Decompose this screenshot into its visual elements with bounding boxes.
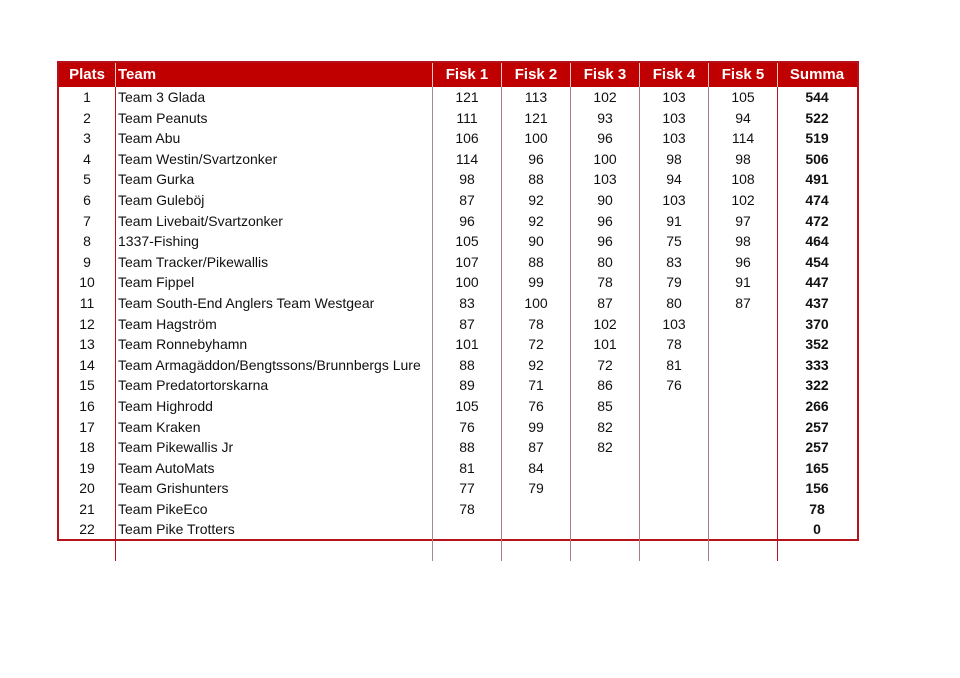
fisk-4-cell: 76 xyxy=(639,375,708,396)
empty-cell xyxy=(432,540,501,561)
summa-cell: 454 xyxy=(777,252,856,273)
fisk-4-cell xyxy=(639,478,708,499)
plats-cell: 22 xyxy=(79,521,95,538)
fisk-4-cell xyxy=(639,519,708,540)
fisk-1-cell: 78 xyxy=(432,499,501,520)
fisk-4-cell xyxy=(639,417,708,438)
plats-cell: 17 xyxy=(79,418,95,435)
team-cell: Team Predatortorskarna xyxy=(115,375,432,396)
team-cell: Team Abu xyxy=(115,128,432,149)
fisk-5-cell: 94 xyxy=(708,108,777,129)
fisk-3-cell xyxy=(570,519,639,540)
fisk-4-cell: 103 xyxy=(639,87,708,108)
fisk-5-cell: 91 xyxy=(708,272,777,293)
header-plats: Plats xyxy=(69,66,105,83)
plats-cell: 15 xyxy=(79,377,95,394)
fisk-1-cell: 106 xyxy=(432,128,501,149)
fisk-4-cell xyxy=(639,437,708,458)
team-cell: Team Armagäddon/Bengtssons/Brunnbergs Lure xyxy=(115,355,432,376)
table-row xyxy=(59,128,857,149)
table-row xyxy=(59,519,857,540)
table-row xyxy=(59,375,857,396)
fisk-1-cell: 111 xyxy=(432,108,501,129)
summa-cell: 474 xyxy=(777,190,856,211)
fisk-1-cell: 105 xyxy=(432,396,501,417)
plats-cell: 20 xyxy=(79,480,95,497)
fisk-2-cell: 88 xyxy=(501,252,570,273)
fisk-1-cell: 88 xyxy=(432,355,501,376)
team-cell: Team Tracker/Pikewallis xyxy=(115,252,432,273)
team-cell: Team Hagström xyxy=(115,314,432,335)
fisk-2-cell: 92 xyxy=(501,355,570,376)
fisk-2-cell: 90 xyxy=(501,231,570,252)
fisk-1-cell: 100 xyxy=(432,272,501,293)
fisk-3-cell: 100 xyxy=(570,149,639,170)
fisk-5-cell xyxy=(708,334,777,355)
summa-cell: 370 xyxy=(777,314,856,335)
header-fisk-5: Fisk 5 xyxy=(708,63,777,87)
summa-cell: 472 xyxy=(777,211,856,232)
fisk-1-cell: 88 xyxy=(432,437,501,458)
summa-cell: 78 xyxy=(777,499,856,520)
fisk-2-cell: 99 xyxy=(501,417,570,438)
fisk-3-cell xyxy=(570,458,639,479)
fisk-2-cell: 72 xyxy=(501,334,570,355)
fisk-5-cell xyxy=(708,499,777,520)
table-row xyxy=(59,231,857,252)
team-cell: 1337-Fishing xyxy=(115,231,432,252)
summa-cell: 0 xyxy=(777,519,856,540)
empty-cell xyxy=(59,540,115,561)
table-row xyxy=(59,169,857,190)
fisk-1-cell xyxy=(432,519,501,540)
fisk-3-cell xyxy=(570,499,639,520)
plats-cell: 1 xyxy=(83,89,91,105)
fisk-3-cell: 86 xyxy=(570,375,639,396)
empty-cell xyxy=(501,540,570,561)
fisk-1-cell: 83 xyxy=(432,293,501,314)
fisk-5-cell xyxy=(708,478,777,499)
table-row xyxy=(59,87,857,108)
fisk-2-cell: 100 xyxy=(501,128,570,149)
fisk-5-cell xyxy=(708,458,777,479)
team-cell: Team PikeEco xyxy=(115,499,432,520)
plats-cell: 6 xyxy=(83,191,91,208)
plats-cell: 4 xyxy=(83,150,91,167)
team-cell: Team South-End Anglers Team Westgear xyxy=(115,293,432,314)
fisk-3-cell: 85 xyxy=(570,396,639,417)
plats-cell: 14 xyxy=(79,356,95,373)
fisk-4-cell: 75 xyxy=(639,231,708,252)
fisk-5-cell: 108 xyxy=(708,169,777,190)
fisk-4-cell xyxy=(639,458,708,479)
fisk-3-cell: 78 xyxy=(570,272,639,293)
fisk-2-cell xyxy=(501,519,570,540)
fisk-1-cell: 105 xyxy=(432,231,501,252)
fisk-4-cell: 94 xyxy=(639,169,708,190)
fisk-3-cell: 90 xyxy=(570,190,639,211)
fisk-4-cell: 78 xyxy=(639,334,708,355)
team-cell: Team Pike Trotters xyxy=(115,519,432,540)
fisk-4-cell: 83 xyxy=(639,252,708,273)
plats-cell: 7 xyxy=(83,212,91,229)
team-cell: Team Westin/Svartzonker xyxy=(115,149,432,170)
team-cell: Team Grishunters xyxy=(115,478,432,499)
table-header-row xyxy=(59,63,857,87)
fisk-1-cell: 87 xyxy=(432,190,501,211)
plats-cell: 2 xyxy=(83,109,91,126)
header-fisk-4: Fisk 4 xyxy=(639,63,708,87)
fisk-2-cell: 88 xyxy=(501,169,570,190)
table-row xyxy=(59,314,857,335)
fisk-4-cell xyxy=(639,499,708,520)
header-summa: Summa xyxy=(777,63,856,87)
plats-cell: 19 xyxy=(79,459,95,476)
team-cell: Team AutoMats xyxy=(115,458,432,479)
fisk-1-cell: 121 xyxy=(432,87,501,108)
results-table xyxy=(57,61,859,541)
team-cell: Team Fippel xyxy=(115,272,432,293)
table-row xyxy=(59,211,857,232)
summa-cell: 322 xyxy=(777,375,856,396)
fisk-5-cell xyxy=(708,375,777,396)
fisk-1-cell: 101 xyxy=(432,334,501,355)
table-body xyxy=(59,87,857,539)
header-team: Team xyxy=(115,63,432,87)
table-row xyxy=(59,252,857,273)
fisk-5-cell xyxy=(708,396,777,417)
table-row xyxy=(59,334,857,355)
fisk-4-cell xyxy=(639,396,708,417)
team-cell: Team Kraken xyxy=(115,417,432,438)
fisk-3-cell: 82 xyxy=(570,437,639,458)
summa-cell: 544 xyxy=(777,87,856,108)
empty-cell xyxy=(777,540,856,561)
table-row xyxy=(59,149,857,170)
summa-cell: 506 xyxy=(777,149,856,170)
plats-cell: 12 xyxy=(79,315,95,332)
fisk-5-cell xyxy=(708,314,777,335)
fisk-1-cell: 87 xyxy=(432,314,501,335)
fisk-2-cell: 79 xyxy=(501,478,570,499)
fisk-2-cell: 92 xyxy=(501,211,570,232)
table-row xyxy=(59,190,857,211)
header-fisk-3: Fisk 3 xyxy=(570,63,639,87)
team-cell: Team 3 Glada xyxy=(115,87,432,108)
fisk-4-cell: 91 xyxy=(639,211,708,232)
fisk-5-cell xyxy=(708,417,777,438)
fisk-3-cell: 101 xyxy=(570,334,639,355)
summa-cell: 257 xyxy=(777,417,856,438)
fisk-3-cell xyxy=(570,478,639,499)
fisk-5-cell: 97 xyxy=(708,211,777,232)
fisk-5-cell xyxy=(708,519,777,540)
plats-cell: 18 xyxy=(79,439,95,456)
table-row xyxy=(59,499,857,520)
fisk-2-cell: 96 xyxy=(501,149,570,170)
fisk-1-cell: 98 xyxy=(432,169,501,190)
summa-cell: 447 xyxy=(777,272,856,293)
table-row xyxy=(59,478,857,499)
fisk-1-cell: 114 xyxy=(432,149,501,170)
plats-cell: 21 xyxy=(79,500,95,517)
fisk-3-cell: 102 xyxy=(570,314,639,335)
team-cell: Team Highrodd xyxy=(115,396,432,417)
fisk-3-cell: 103 xyxy=(570,169,639,190)
fisk-3-cell: 82 xyxy=(570,417,639,438)
fisk-5-cell: 87 xyxy=(708,293,777,314)
team-cell: Team Ronnebyhamn xyxy=(115,334,432,355)
plats-cell: 16 xyxy=(79,397,95,414)
fisk-1-cell: 76 xyxy=(432,417,501,438)
table-row xyxy=(59,417,857,438)
plats-cell: 10 xyxy=(79,274,95,291)
fisk-5-cell: 105 xyxy=(708,87,777,108)
header-fisk-2: Fisk 2 xyxy=(501,63,570,87)
table-row xyxy=(59,458,857,479)
plats-cell: 11 xyxy=(79,294,95,311)
fisk-5-cell: 102 xyxy=(708,190,777,211)
summa-cell: 464 xyxy=(777,231,856,252)
fisk-3-cell: 72 xyxy=(570,355,639,376)
fisk-5-cell: 98 xyxy=(708,149,777,170)
fisk-1-cell: 89 xyxy=(432,375,501,396)
fisk-3-cell: 96 xyxy=(570,128,639,149)
fisk-2-cell: 71 xyxy=(501,375,570,396)
table-filler xyxy=(59,540,857,561)
team-cell: Team Pikewallis Jr xyxy=(115,437,432,458)
fisk-2-cell: 100 xyxy=(501,293,570,314)
fisk-5-cell: 98 xyxy=(708,231,777,252)
fisk-4-cell: 103 xyxy=(639,128,708,149)
plats-cell: 13 xyxy=(79,336,95,353)
fisk-2-cell: 92 xyxy=(501,190,570,211)
fisk-4-cell: 79 xyxy=(639,272,708,293)
fisk-3-cell: 96 xyxy=(570,211,639,232)
summa-cell: 165 xyxy=(777,458,856,479)
table-row xyxy=(59,355,857,376)
fisk-4-cell: 98 xyxy=(639,149,708,170)
fisk-4-cell: 80 xyxy=(639,293,708,314)
table-row xyxy=(59,272,857,293)
fisk-5-cell xyxy=(708,437,777,458)
fisk-1-cell: 81 xyxy=(432,458,501,479)
team-cell: Team Gurka xyxy=(115,169,432,190)
table-row xyxy=(59,437,857,458)
fisk-4-cell: 103 xyxy=(639,190,708,211)
fisk-4-cell: 81 xyxy=(639,355,708,376)
fisk-3-cell: 93 xyxy=(570,108,639,129)
fisk-2-cell: 121 xyxy=(501,108,570,129)
fisk-1-cell: 96 xyxy=(432,211,501,232)
fisk-1-cell: 77 xyxy=(432,478,501,499)
empty-cell xyxy=(570,540,639,561)
header-fisk-1: Fisk 1 xyxy=(432,63,501,87)
fisk-3-cell: 87 xyxy=(570,293,639,314)
summa-cell: 491 xyxy=(777,169,856,190)
summa-cell: 522 xyxy=(777,108,856,129)
table-row xyxy=(59,396,857,417)
summa-cell: 352 xyxy=(777,334,856,355)
summa-cell: 519 xyxy=(777,128,856,149)
plats-cell: 8 xyxy=(83,233,91,250)
fisk-3-cell: 96 xyxy=(570,231,639,252)
empty-cell xyxy=(639,540,708,561)
summa-cell: 257 xyxy=(777,437,856,458)
plats-cell: 3 xyxy=(83,130,91,147)
plats-cell: 9 xyxy=(83,253,91,270)
fisk-4-cell: 103 xyxy=(639,108,708,129)
fisk-2-cell: 113 xyxy=(501,87,570,108)
plats-cell: 5 xyxy=(83,171,91,188)
fisk-5-cell: 114 xyxy=(708,128,777,149)
fisk-5-cell: 96 xyxy=(708,252,777,273)
fisk-2-cell: 87 xyxy=(501,437,570,458)
fisk-2-cell: 99 xyxy=(501,272,570,293)
summa-cell: 437 xyxy=(777,293,856,314)
fisk-4-cell: 103 xyxy=(639,314,708,335)
fisk-5-cell xyxy=(708,355,777,376)
fisk-2-cell: 76 xyxy=(501,396,570,417)
team-cell: Team Guleböj xyxy=(115,190,432,211)
team-cell: Team Livebait/Svartzonker xyxy=(115,211,432,232)
fisk-3-cell: 80 xyxy=(570,252,639,273)
fisk-1-cell: 107 xyxy=(432,252,501,273)
empty-cell xyxy=(115,540,432,561)
summa-cell: 156 xyxy=(777,478,856,499)
team-cell: Team Peanuts xyxy=(115,108,432,129)
empty-cell xyxy=(708,540,777,561)
summa-cell: 266 xyxy=(777,396,856,417)
table-row xyxy=(59,293,857,314)
fisk-2-cell: 78 xyxy=(501,314,570,335)
fisk-3-cell: 102 xyxy=(570,87,639,108)
fisk-2-cell xyxy=(501,499,570,520)
fisk-2-cell: 84 xyxy=(501,458,570,479)
summa-cell: 333 xyxy=(777,355,856,376)
table-row xyxy=(59,108,857,129)
